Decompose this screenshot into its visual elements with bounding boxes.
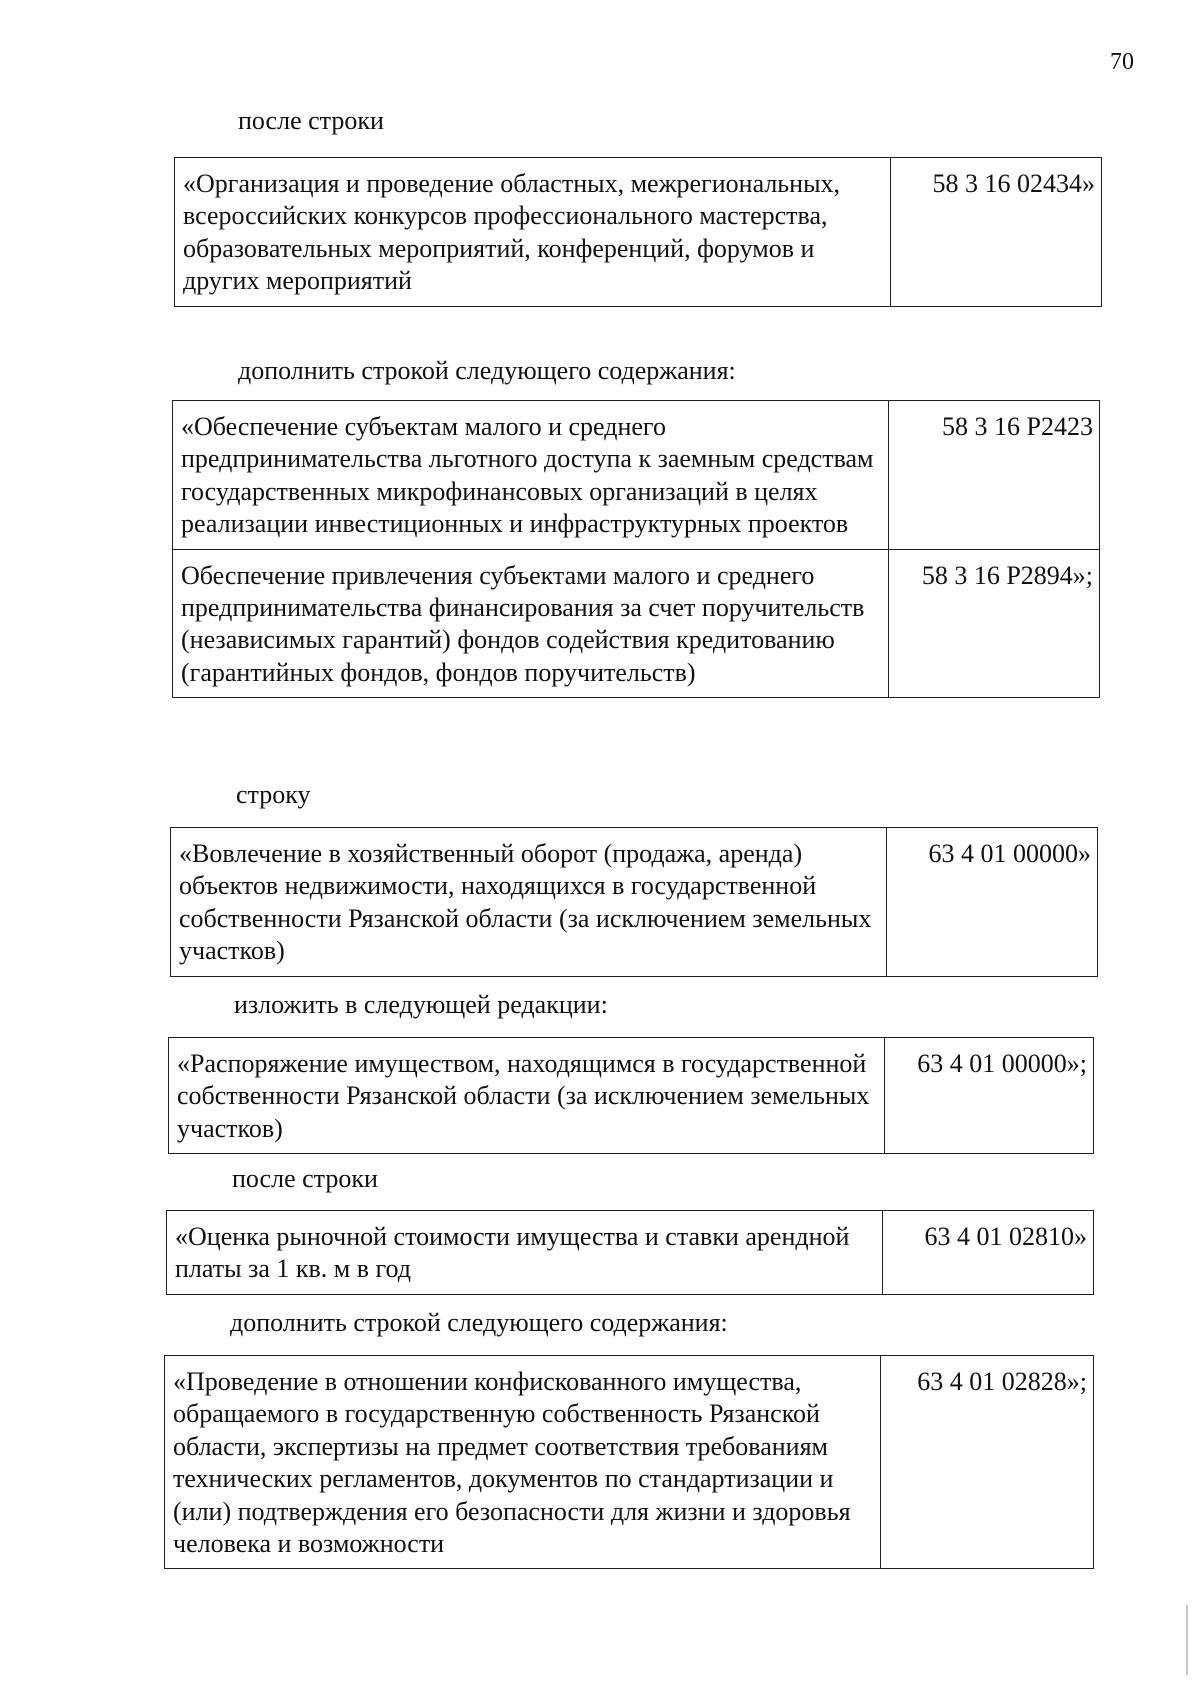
scan-edge-mark xyxy=(1186,1605,1188,1675)
amendment-table xyxy=(166,1210,1094,1295)
row-code-cell: 63 4 01 02828»; xyxy=(881,1356,1094,1569)
row-code-cell: 58 3 16 P2423 xyxy=(889,401,1100,550)
row-name-cell: «Обеспечение субъектам малого и среднего предпринимательства льготного доступа к заемным средствам государственных микрофинансовых организаций в целях реализации инвестиционных и инфраструктурных проектов xyxy=(173,401,889,550)
amendment-table xyxy=(174,157,1102,307)
intro-text: после строки xyxy=(232,1164,378,1193)
intro-text: строку xyxy=(236,780,311,809)
intro-text: дополнить строкой следующего содержания: xyxy=(238,356,736,385)
intro-text: изложить в следующей редакции: xyxy=(234,990,608,1019)
page-number: 70 xyxy=(1110,49,1134,75)
row-name-cell: «Вовлечение в хозяйственный оборот (продажа, аренда) объектов недвижимости, находящихся в государственной собственности Рязанской области (за исключением земельных участков) xyxy=(171,828,887,977)
amendment-table xyxy=(168,1037,1094,1154)
table-row xyxy=(173,549,1100,698)
table-row xyxy=(165,1356,1094,1569)
table-row xyxy=(171,828,1098,977)
table-row xyxy=(175,158,1102,307)
table-row xyxy=(173,401,1100,550)
row-code-cell: 63 4 01 00000»; xyxy=(885,1038,1094,1154)
row-name-cell: «Организация и проведение областных, межрегиональных, всероссийских конкурсов профессионального мастерства, образовательных мероприятий, конференций, форумов и других мероприятий xyxy=(175,158,891,307)
row-code-cell: 58 3 16 02434» xyxy=(891,158,1102,307)
table-row xyxy=(167,1211,1094,1295)
amendment-table xyxy=(164,1355,1094,1569)
row-code-cell: 63 4 01 02810» xyxy=(883,1211,1094,1295)
row-name-cell: «Распоряжение имуществом, находящимся в государственной собственности Рязанской области (за исключением земельных участков) xyxy=(169,1038,885,1154)
intro-text: после строки xyxy=(238,106,384,135)
row-code-cell: 58 3 16 P2894»; xyxy=(889,549,1100,698)
amendment-table xyxy=(172,400,1100,698)
intro-text: дополнить строкой следующего содержания: xyxy=(230,1308,728,1337)
row-code-cell: 63 4 01 00000» xyxy=(887,828,1098,977)
amendment-table xyxy=(170,827,1098,977)
table-row xyxy=(169,1038,1094,1154)
row-name-cell: «Оценка рыночной стоимости имущества и ставки арендной платы за 1 кв. м в год xyxy=(167,1211,883,1295)
row-name-cell: Обеспечение привлечения субъектами малого и среднего предпринимательства финансирования за счет поручительств (независимых гарантий) фондов содействия кредитованию (гарантийных фондов, фондов поручительств) xyxy=(173,549,889,698)
row-name-cell: «Проведение в отношении конфискованного имущества, обращаемого в государственную собственность Рязанской области, экспертизы на предмет соответствия требованиям технических регламентов, документов по стандартизации и (или) подтверждения его безопасности для жизни и здоровья человека и возможности xyxy=(165,1356,881,1569)
